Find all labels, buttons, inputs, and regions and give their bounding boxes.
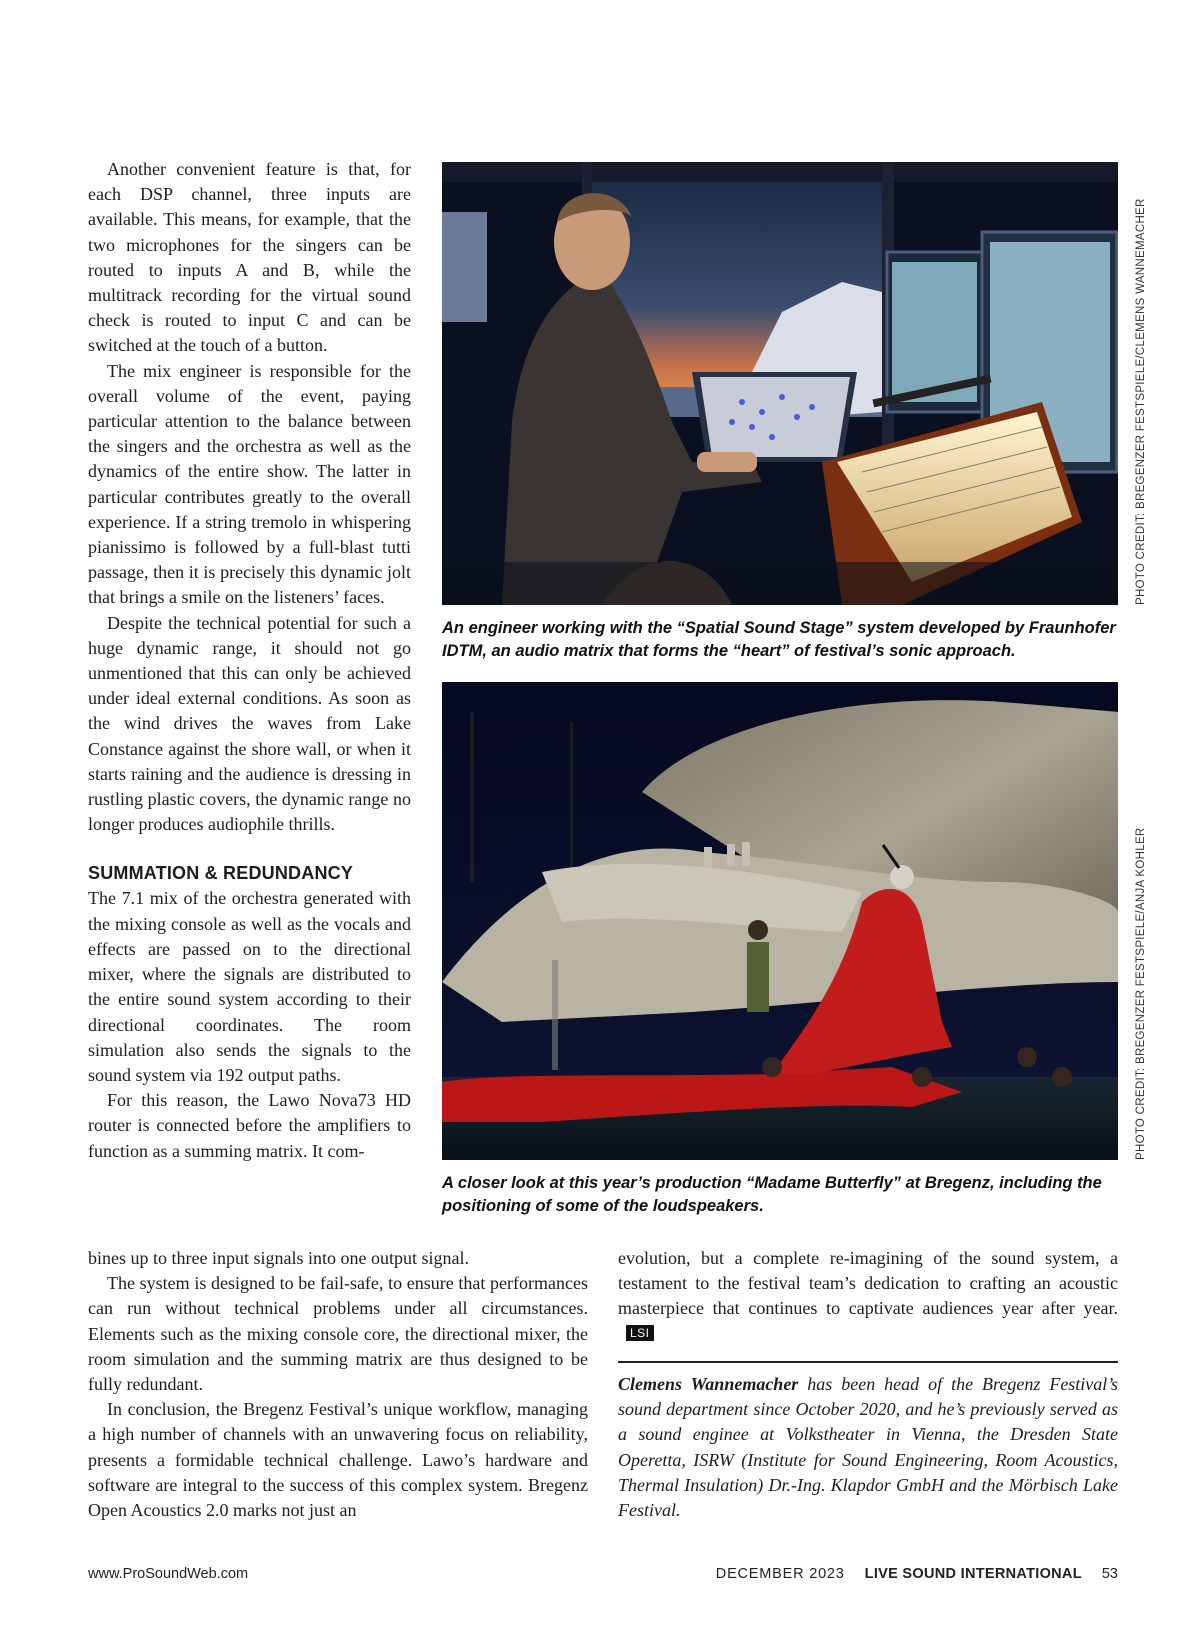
footer-date: DECEMBER 2023: [715, 1566, 845, 1582]
section-subhead: SUMMATION & REDUNDANCY: [88, 863, 354, 884]
bottom-right-column: [618, 1246, 1118, 1347]
photo-caption: An engineer working with the “Spatial Sound Stage” system developed by Fraunhofer IDTM, an audio matrix that forms the “heart” of festival’s sonic approach.: [442, 619, 1116, 660]
body-paragraph: For this reason, the Lawo Nova73 HD router is connected before the amplifiers to function as a summing matrix. It com-: [88, 1090, 411, 1161]
photo-stage-illustration: [442, 682, 1118, 1160]
footer-website: www.ProSoundWeb.com: [88, 1566, 249, 1582]
footer-publication: LIVE SOUND INTERNATIONAL: [864, 1566, 1082, 1582]
author-name: Clemens Wannemacher: [618, 1374, 799, 1394]
closing-text: evolution, but a complete re-imagining of the sound system, a testament to the festival team’s dedication to crafting an acoustic masterpiece that continues to captivate audiences year after year.: [618, 1248, 1118, 1319]
body-paragraph: [618, 1246, 1118, 1347]
photo-madame-butterfly-stage: [442, 682, 1118, 1160]
bio-divider: [618, 1361, 1118, 1363]
left-column: [88, 157, 411, 1164]
photo-caption: A closer look at this year’s production “Madame Butterfly” at Bregenz, including the positioning of some of the loudspeakers.: [442, 1174, 1102, 1215]
body-paragraph: The mix engineer is responsible for the overall volume of the event, paying particular attention to the balance between the singers and the orchestra as well as the dynamics of the entire show. The latter in particular contributes greatly to the overall experience. If a string tremolo in whispering pianissimo is followed by a full-blast tutti passage, then it is precisely this dynamic jolt that brings a smile on the listeners’ faces.: [88, 360, 411, 608]
photo-credit: PHOTO CREDIT: BREGENZER FESTSPIELE/CLEMENS WANNEMACHER: [1135, 198, 1147, 605]
body-paragraph: The 7.1 mix of the orchestra generated with the mixing console as well as the vocals and effects are passed on to the directional mixer, where the signals are distributed to the entire sound system according to their directional coordinates. The room simulation also sends the signals to the sound system via 192 output paths.: [88, 888, 411, 1085]
photo-engineer-at-console: [442, 162, 1118, 605]
bottom-left-column: [88, 1246, 588, 1523]
page-number: 53: [1101, 1566, 1118, 1582]
body-paragraph: Another convenient feature is that, for each DSP channel, three inputs are available. This means, for example, that the two microphones for the singers can be routed to inputs A and B, while the multitrack recording for the virtual sound check is routed to input C and can be switched at the touch of a button.: [88, 159, 411, 356]
photo-credit: PHOTO CREDIT: BREGENZER FESTSPIELE/ANJA KÖHLER: [1135, 827, 1147, 1160]
author-bio-text: has been head of the Bregenz Festival’s sound department since October 2020, and he’s previously served as a sound enginee at Volkstheater in Vienna, the Dresden State Operetta, ISRW (Institute for Sound Engineering, Room Acoustics, Thermal Insulation) Dr.-Ing. Klapdor GmbH and the Mörbisch Lake Festival.: [618, 1374, 1118, 1521]
photo-engineer-illustration: [442, 162, 1118, 605]
author-bio: [618, 1372, 1118, 1523]
body-paragraph: The system is designed to be fail-safe, to ensure that performances can run without technical problems under all circumstances. Elements such as the mixing console core, the directional mixer, the room simulation and the summing matrix are thus designed to be fully redundant.: [88, 1273, 588, 1395]
body-paragraph: In conclusion, the Bregenz Festival’s unique workflow, managing a high number of channels with an unwavering focus on reliability, presents a formidable technical challenge. Lawo’s hardware and software are integral to the success of this complex system. Bregenz Open Acoustics 2.0 marks not just an: [88, 1399, 588, 1521]
body-paragraph: bines up to three input signals into one output signal.: [88, 1248, 469, 1268]
body-paragraph: Despite the technical potential for such a huge dynamic range, it should not go unmentioned that this can only be achieved under ideal external conditions. As soon as the wind drives the waves from Lake Constance against the shore wall, or when it starts raining and the audience is dressing in rustling plastic covers, the dynamic range no longer produces audiophile thrills.: [88, 612, 411, 835]
end-mark-badge: LSI: [626, 1325, 654, 1341]
footer-folio: [716, 1566, 1118, 1582]
